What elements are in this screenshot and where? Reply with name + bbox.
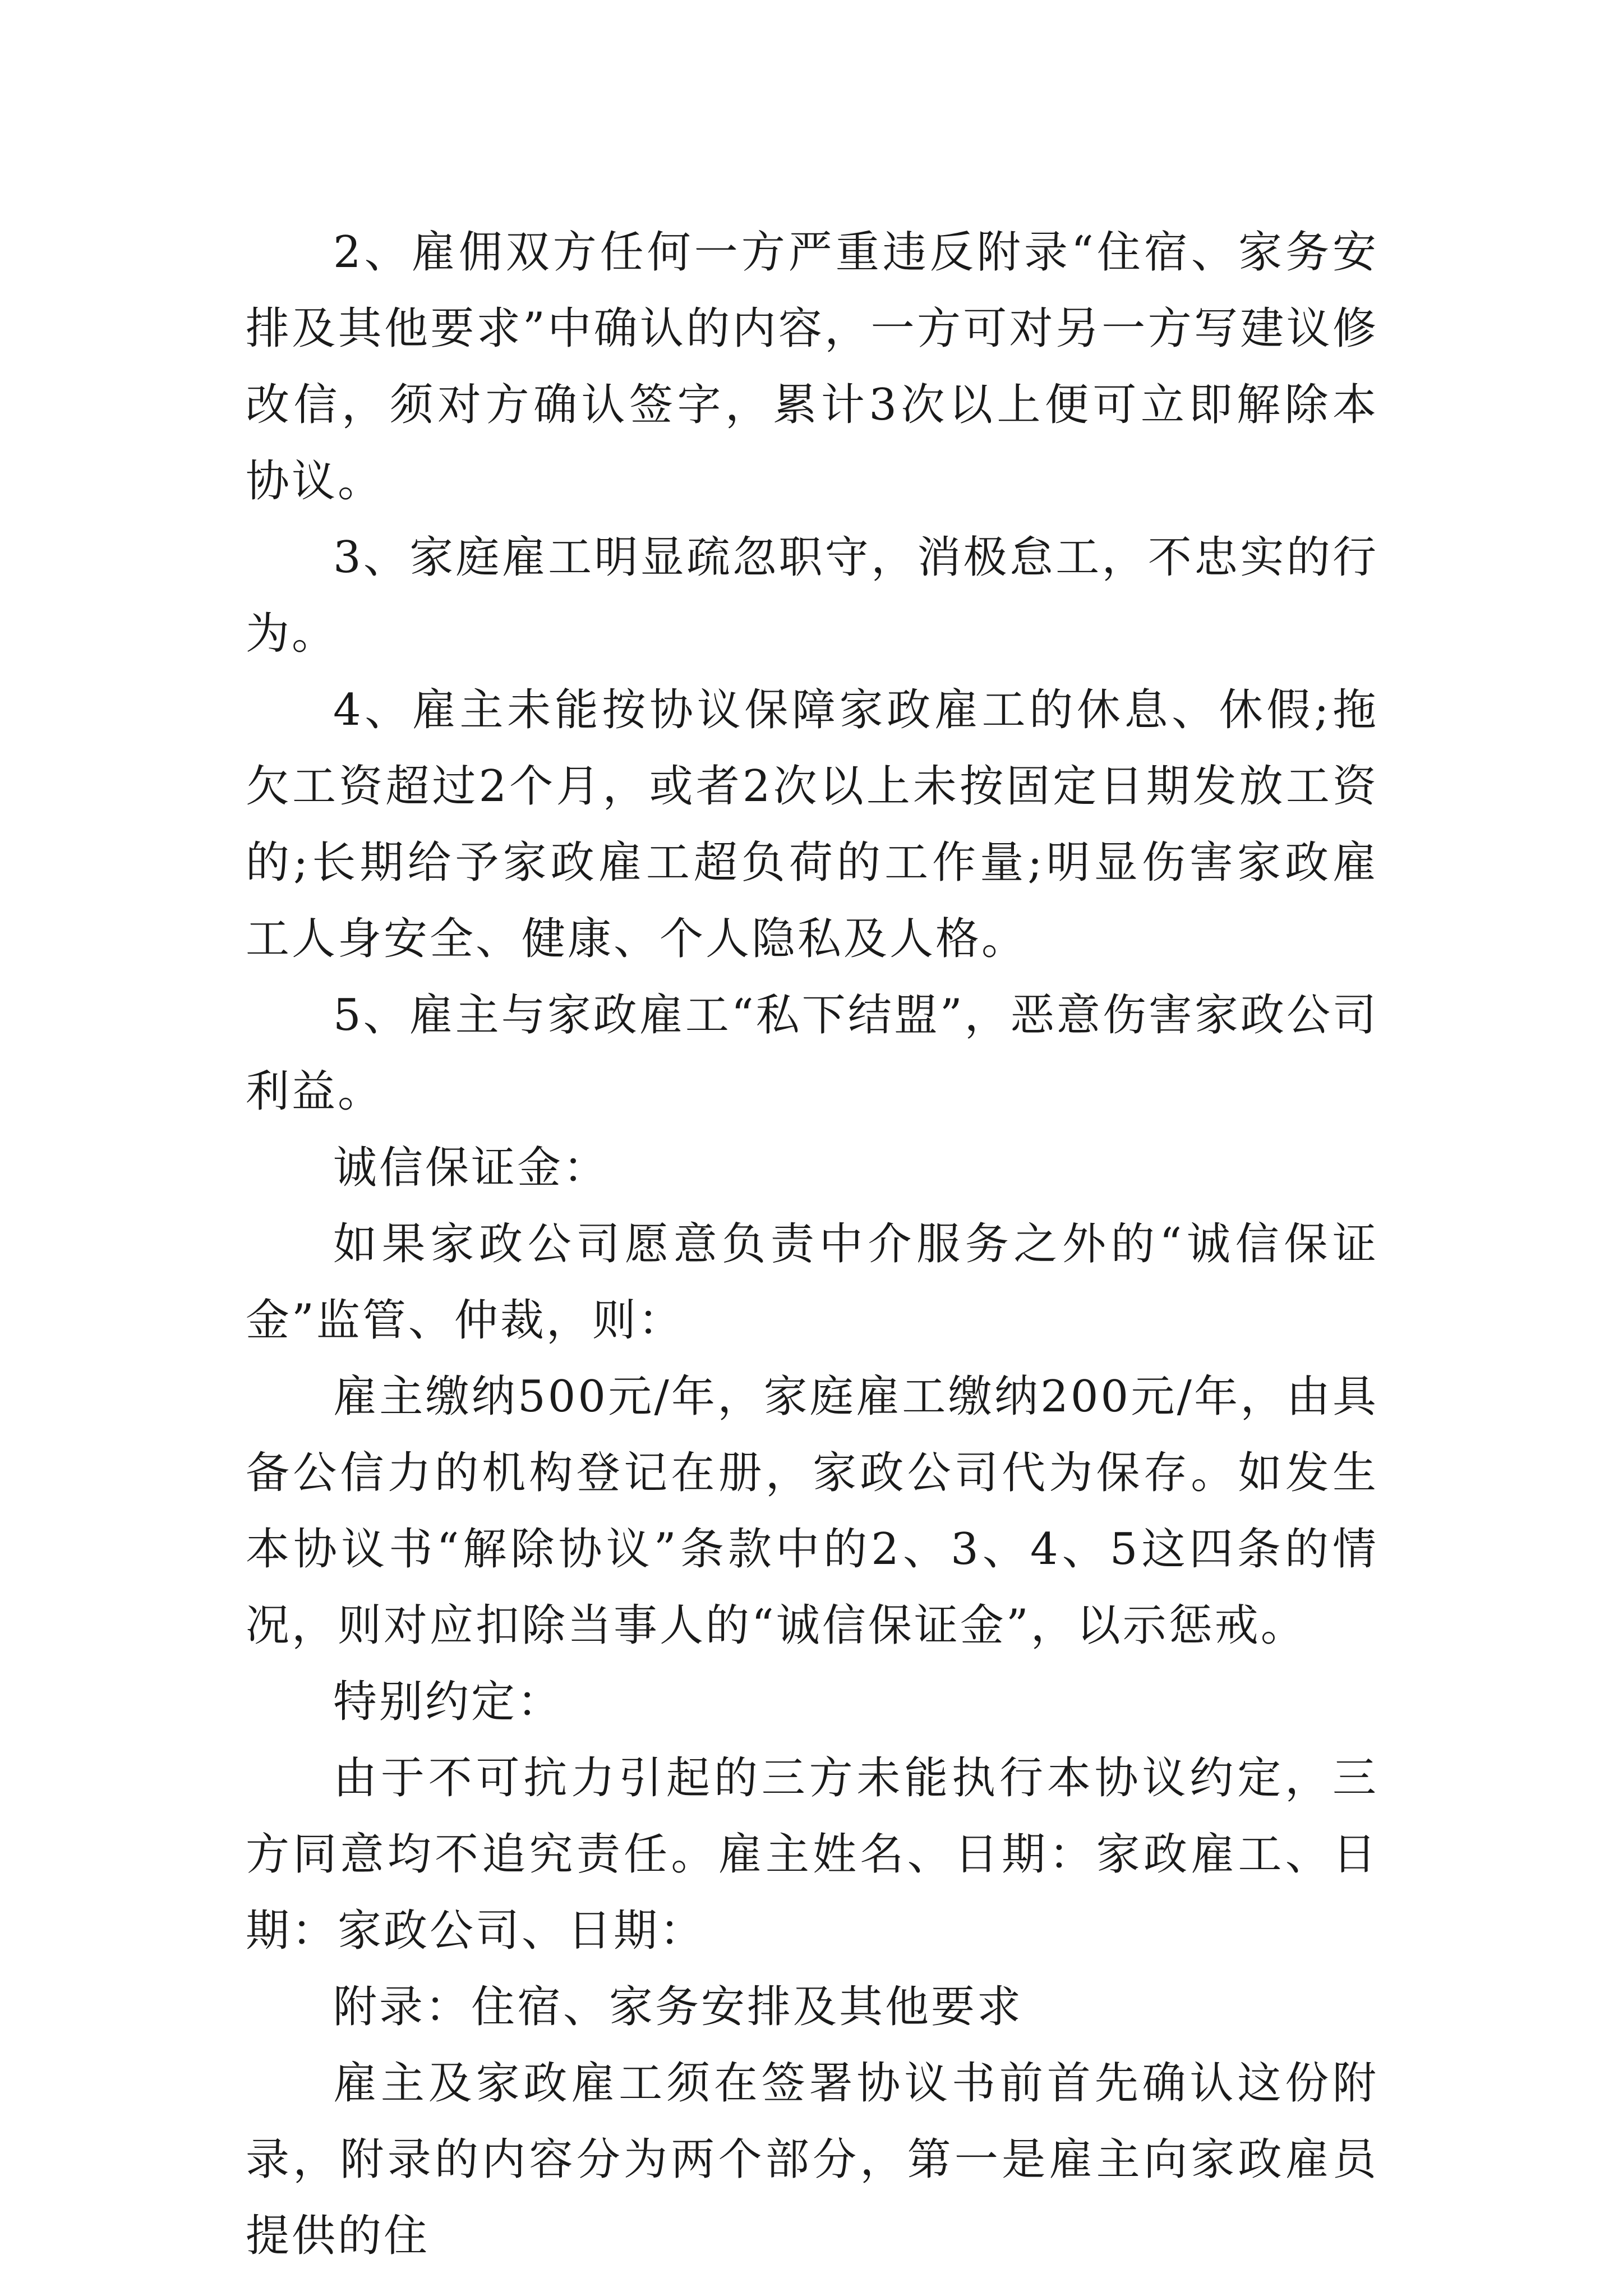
paragraph-deposit-condition: 如果家政公司愿意负责中介服务之外的“诚信保证金”监管、仲裁，则： [246, 1219, 1378, 1346]
paragraph-termination-clause-2: 2、雇佣双方任何一方严重违反附录“住宿、家务安排及其他要求”中确认的内容，一方可对另一方写建议修改信，须对方确认签字，累计3次以上便可立即解除本协议。 [246, 227, 1378, 507]
paragraph-deposit-terms: 雇主缴纳500元/年，家庭雇工缴纳200元/年，由具备公信力的机构登记在册，家政公司代为保存。如发生本协议书“解除协议”条款中的2、3、4、5这四条的情况，则对应扣除当事人的“诚信保证金”，以示惩戒。 [246, 1372, 1378, 1651]
heading-appendix: 附录：住宿、家务安排及其他要求 [333, 1982, 1023, 2032]
paragraph-termination-clause-4: 4、雇主未能按协议保障家政雇工的休息、休假;拖欠工资超过2个月，或者2次以上未按固定日期发放工资的;长期给予家政雇工超负荷的工作量;明显伤害家政雇工人身安全、健康、个人隐私及人格。 [246, 685, 1378, 964]
heading-integrity-deposit: 诚信保证金： [333, 1143, 610, 1193]
heading-special-agreement: 特别约定： [333, 1677, 564, 1727]
document-body [246, 214, 1378, 2274]
paragraph-force-majeure: 由于不可抗力引起的三方未能执行本协议约定，三方同意均不追究责任。雇主姓名、日期：家政雇工、日期：家政公司、日期： [246, 1753, 1378, 1956]
paragraph-termination-clause-5: 5、雇主与家政雇工“私下结盟”，恶意伤害家政公司利益。 [246, 990, 1378, 1117]
paragraph-termination-clause-3: 3、家庭雇工明显疏忽职守，消极怠工，不忠实的行为。 [246, 532, 1378, 659]
paragraph-appendix-intro: 雇主及家政雇工须在签署协议书前首先确认这份附录，附录的内容分为两个部分，第一是雇主向家政雇员提供的住 [246, 2058, 1378, 2261]
